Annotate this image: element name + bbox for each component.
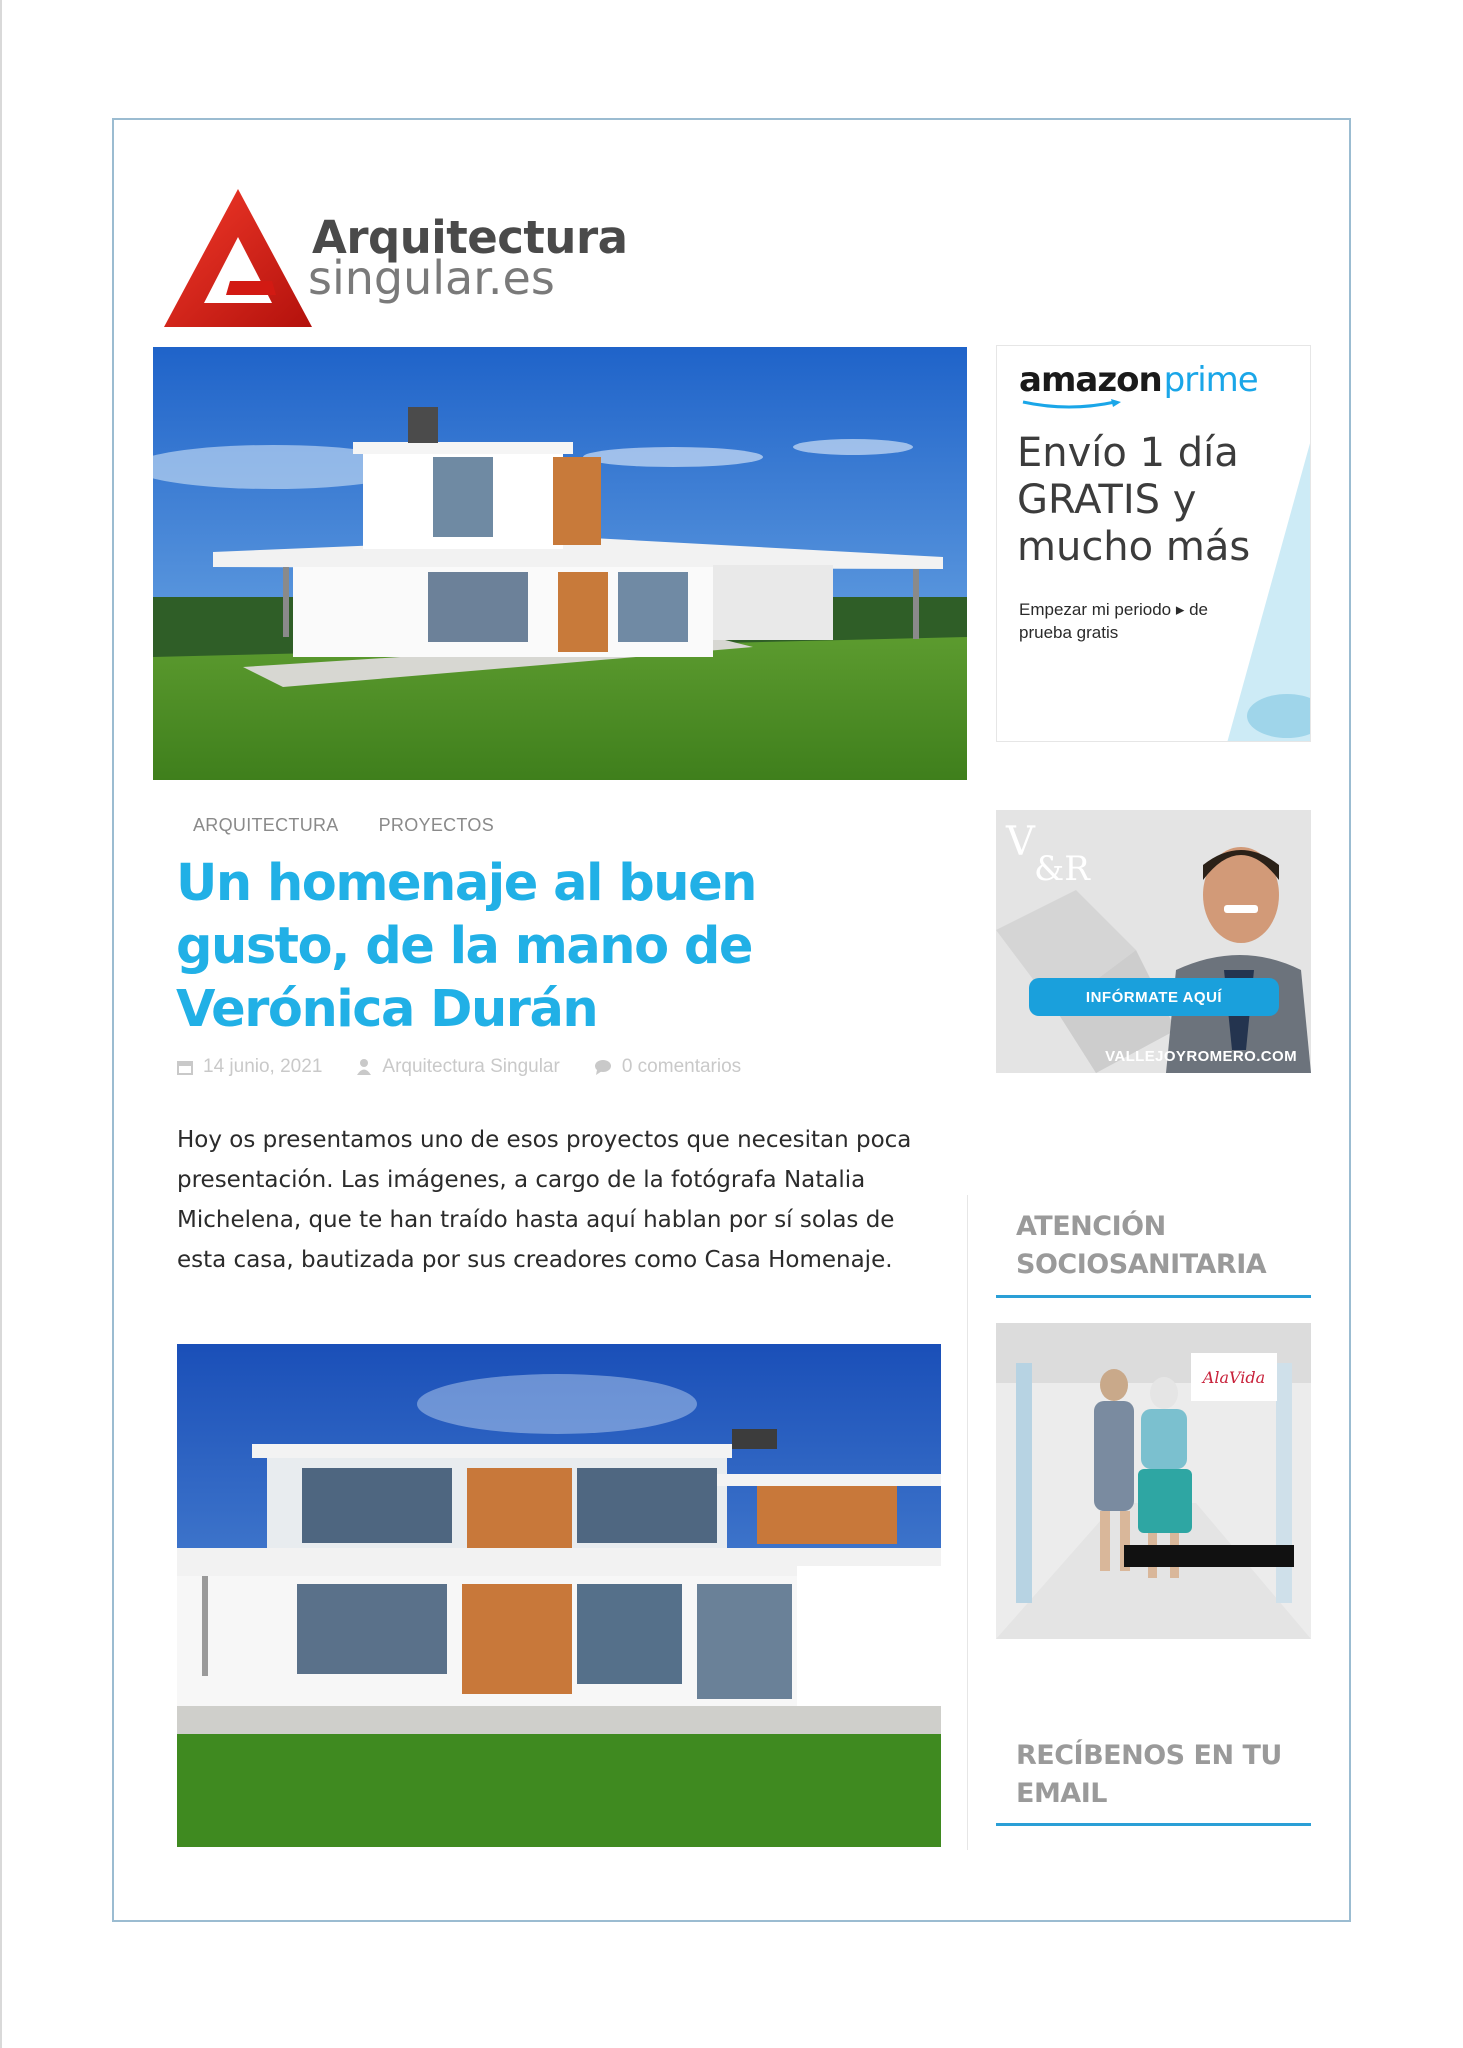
- post-date: 14 junio, 2021: [203, 1056, 323, 1077]
- category-proyectos[interactable]: PROYECTOS: [378, 815, 495, 835]
- vr-ad-background: [996, 810, 1311, 1073]
- vallejo-romero-ad[interactable]: [996, 810, 1311, 1073]
- house-facade-photo: [177, 1344, 941, 1847]
- care-ad-logo: AlaVida: [1191, 1353, 1277, 1401]
- amazon-smile-icon: [1019, 398, 1129, 412]
- post-categories: [193, 815, 494, 836]
- category-arquitectura[interactable]: ARQUITECTURA: [193, 815, 339, 835]
- svg-text:&R: &R: [1034, 849, 1090, 889]
- svg-text:V: V: [1006, 819, 1035, 865]
- widget-email-title: RECÍBENOS EN TU EMAIL: [1016, 1740, 1282, 1809]
- house-photo: [153, 347, 967, 780]
- post-body: Hoy os presentamos uno de esos proyectos que necesitan poca presentación. Las imágenes, a cargo de la fotógrafa Natalia Michelena, que te han traído hasta aquí hablan por sí solas de esta casa, bautizada por sus creadores como Casa Homenaje.: [177, 1127, 912, 1273]
- post-author[interactable]: Arquitectura Singular: [382, 1056, 560, 1077]
- widget-email-rule: [996, 1823, 1311, 1826]
- amazon-ad-decoration: [1227, 436, 1311, 742]
- hero-image[interactable]: [153, 347, 967, 780]
- user-icon: [356, 1058, 372, 1076]
- care-ad[interactable]: [996, 1323, 1311, 1639]
- widget-care-title: ATENCIÓN SOCIOSANITARIA: [1016, 1211, 1267, 1280]
- sidebar-divider: [967, 1195, 968, 1850]
- post-image[interactable]: [177, 1344, 941, 1847]
- vr-ad-url[interactable]: VALLEJOYROMERO.COM: [1105, 1048, 1297, 1065]
- post-meta: [177, 1056, 741, 1078]
- site-logo[interactable]: [160, 185, 680, 335]
- post-title: Un homenaje al buen gusto, de la mano de Verónica Durán: [176, 854, 756, 1039]
- amazon-prime-ad[interactable]: [996, 345, 1311, 742]
- logo-title: Arquitectura: [312, 211, 628, 264]
- amazon-ad-cta[interactable]: Empezar mi periodo ▸ de prueba gratis: [1019, 600, 1209, 642]
- page-edge: [0, 0, 2, 2048]
- vr-ad-button[interactable]: INFÓRMATE AQUÍ: [1029, 978, 1279, 1016]
- amazon-ad-headline: Envío 1 día GRATIS y mucho más: [1017, 430, 1251, 570]
- amazon-prime-logo: amazonprime: [1019, 360, 1258, 400]
- widget-care-rule: [996, 1295, 1311, 1298]
- logo-subtitle: singular.es: [308, 251, 555, 305]
- comment-icon: [594, 1059, 612, 1075]
- logo-triangle-icon: [160, 185, 316, 331]
- calendar-icon: [177, 1059, 193, 1075]
- post-comments[interactable]: 0 comentarios: [621, 1056, 742, 1077]
